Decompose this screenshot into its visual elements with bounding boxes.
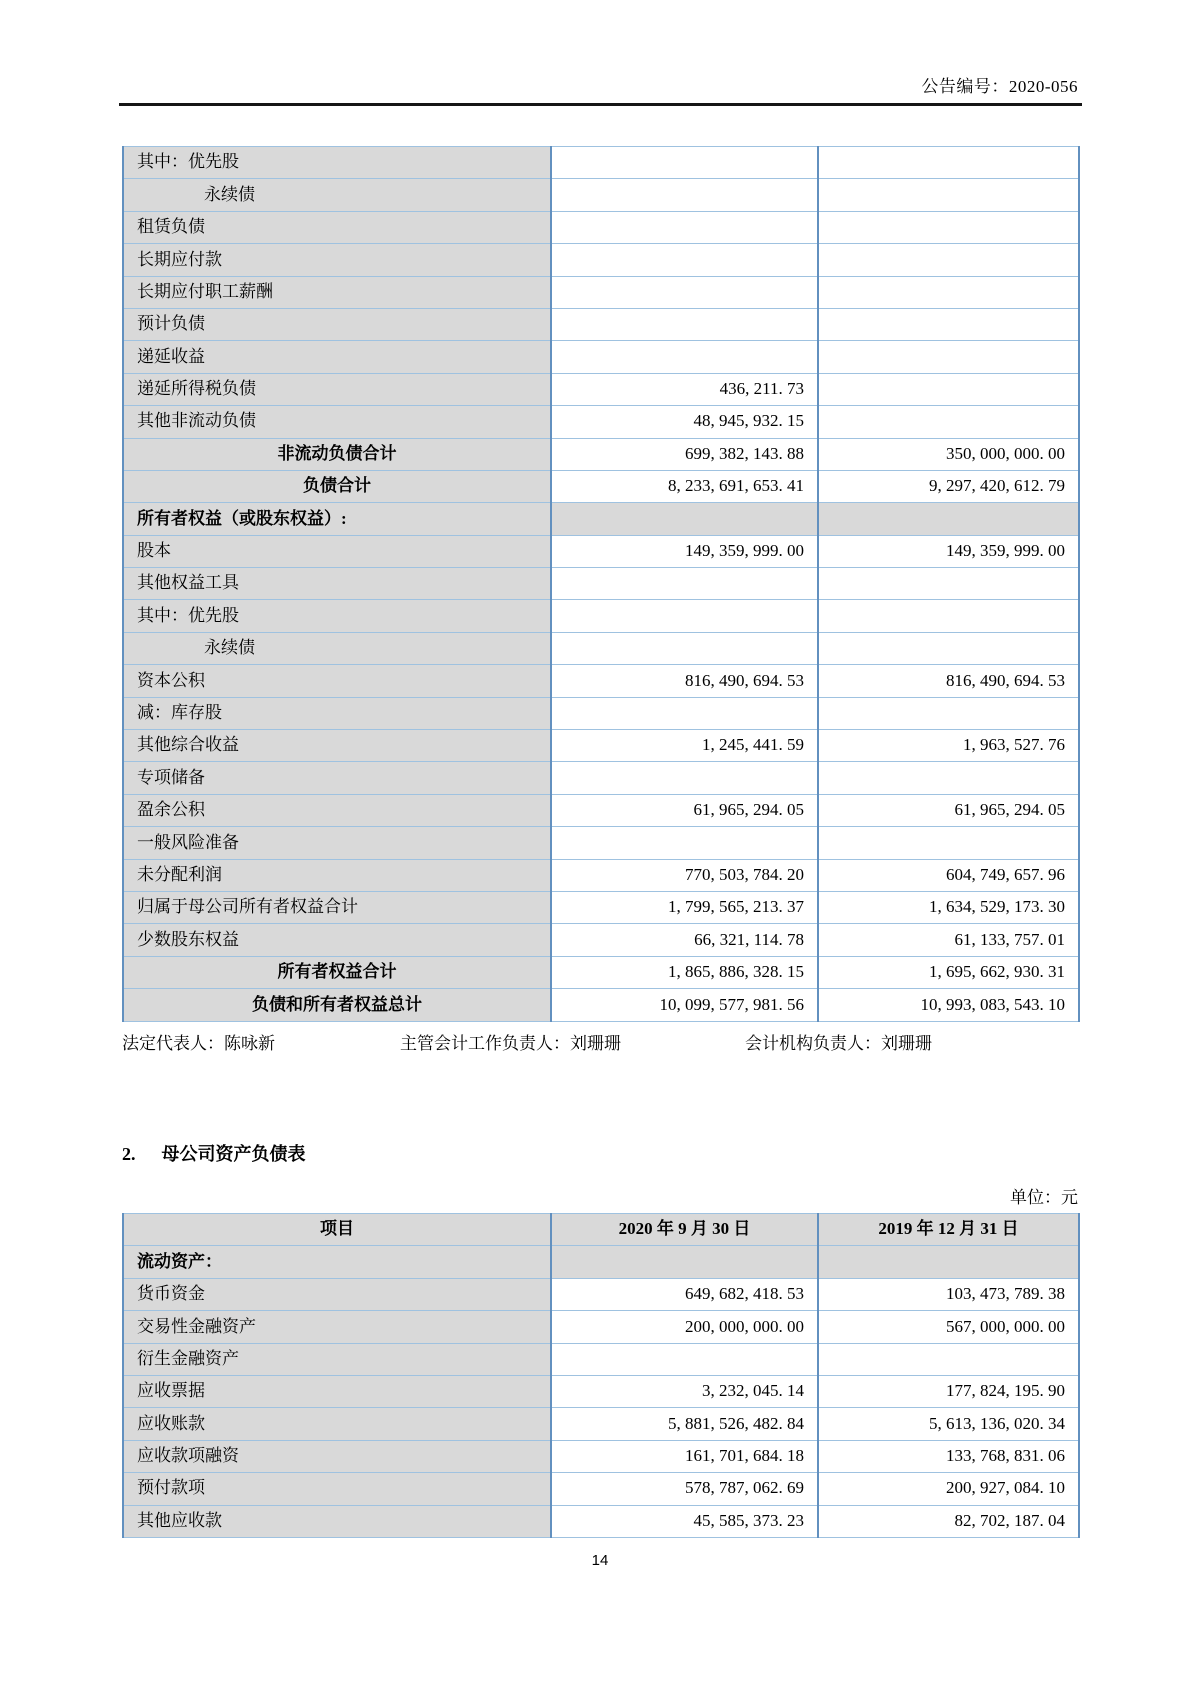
table-row [123, 179, 1079, 211]
item-label-cell: 少数股东权益 [123, 924, 551, 956]
item-label-cell: 预计负债 [123, 308, 551, 340]
value-2019-cell: 5, 613, 136, 020. 34 [818, 1408, 1079, 1440]
table-row [123, 406, 1079, 438]
value-2020-cell [551, 244, 818, 276]
value-2020-cell [551, 147, 818, 179]
page-number: 14 [591, 1552, 609, 1569]
value-2020-cell [551, 308, 818, 340]
table-row [123, 1246, 1079, 1278]
value-2020-cell [551, 1343, 818, 1375]
value-2019-cell [818, 827, 1079, 859]
value-2019-cell [818, 373, 1079, 405]
item-label-cell: 衍生金融资产 [123, 1343, 551, 1375]
item-label-cell: 所有者权益（或股东权益）: [123, 503, 551, 535]
value-2019-cell [818, 1343, 1079, 1375]
value-2020-cell: 1, 245, 441. 59 [551, 730, 818, 762]
value-2019-cell [818, 503, 1079, 535]
table-row [123, 1278, 1079, 1310]
value-2020-cell: 1, 799, 565, 213. 37 [551, 891, 818, 923]
table-row [123, 1375, 1079, 1407]
value-2020-cell: 149, 359, 999. 00 [551, 535, 818, 567]
item-header-cell: 项目 [123, 1214, 551, 1246]
value-2020-cell: 10, 099, 577, 981. 56 [551, 989, 818, 1021]
value-2020-cell [551, 697, 818, 729]
table-row [123, 924, 1079, 956]
section-heading [122, 1140, 306, 1166]
table-row [123, 730, 1079, 762]
item-label-cell: 货币资金 [123, 1278, 551, 1310]
table-row [123, 1473, 1079, 1505]
value-2020-cell: 66, 321, 114. 78 [551, 924, 818, 956]
value-2020-cell [551, 503, 818, 535]
table-row [123, 600, 1079, 632]
item-label-cell: 未分配利润 [123, 859, 551, 891]
value-2020-cell [551, 179, 818, 211]
value-2019-cell: 103, 473, 789. 38 [818, 1278, 1079, 1310]
table-header-row [123, 1214, 1079, 1246]
item-label-cell: 其他权益工具 [123, 568, 551, 600]
table-row [123, 373, 1079, 405]
value-2020-cell [551, 1246, 818, 1278]
accounting-department-head: 会计机构负责人：刘珊珊 [745, 1034, 932, 1053]
value-2020-cell: 578, 787, 062. 69 [551, 1473, 818, 1505]
value-2019-cell [818, 276, 1079, 308]
item-label-cell: 减：库存股 [123, 697, 551, 729]
date-2019-header-cell: 2019 年 12 月 31 日 [818, 1214, 1079, 1246]
table-row [123, 1505, 1079, 1537]
item-label-cell: 递延收益 [123, 341, 551, 373]
value-2019-cell: 604, 749, 657. 96 [818, 859, 1079, 891]
table-row [123, 211, 1079, 243]
value-2020-cell: 200, 000, 000. 00 [551, 1311, 818, 1343]
value-2020-cell: 5, 881, 526, 482. 84 [551, 1408, 818, 1440]
value-2019-cell: 10, 993, 083, 543. 10 [818, 989, 1079, 1021]
item-label-cell: 递延所得税负债 [123, 373, 551, 405]
table-row [123, 794, 1079, 826]
table-row [123, 632, 1079, 664]
date-2020-header-cell: 2020 年 9 月 30 日 [551, 1214, 818, 1246]
value-2020-cell [551, 276, 818, 308]
table-row [123, 1408, 1079, 1440]
item-label-cell: 专项储备 [123, 762, 551, 794]
value-2020-cell [551, 568, 818, 600]
item-label-cell: 其中：优先股 [123, 147, 551, 179]
value-2020-cell: 8, 233, 691, 653. 41 [551, 470, 818, 502]
value-2020-cell: 1, 865, 886, 328. 15 [551, 956, 818, 988]
item-label-cell: 负债和所有者权益总计 [123, 989, 551, 1021]
table-row [123, 147, 1079, 179]
value-2019-cell: 82, 702, 187. 04 [818, 1505, 1079, 1537]
value-2020-cell [551, 827, 818, 859]
value-2020-cell [551, 341, 818, 373]
value-2019-cell: 149, 359, 999. 00 [818, 535, 1079, 567]
value-2019-cell [818, 147, 1079, 179]
value-2019-cell: 350, 000, 000. 00 [818, 438, 1079, 470]
item-label-cell: 其他非流动负债 [123, 406, 551, 438]
table-row [123, 827, 1079, 859]
value-2019-cell: 200, 927, 084. 10 [818, 1473, 1079, 1505]
value-2019-cell: 1, 634, 529, 173. 30 [818, 891, 1079, 923]
item-label-cell: 盈余公积 [123, 794, 551, 826]
table-row [123, 276, 1079, 308]
table-row [123, 438, 1079, 470]
value-2019-cell [818, 1246, 1079, 1278]
table-row [123, 535, 1079, 567]
table-row [123, 956, 1079, 988]
value-2020-cell: 436, 211. 73 [551, 373, 818, 405]
item-label-cell: 一般风险准备 [123, 827, 551, 859]
table2-body [123, 1214, 1079, 1538]
section-title: 母公司资产负债表 [161, 1144, 306, 1164]
unit-note: 单位：元 [1010, 1188, 1078, 1207]
table-row [123, 989, 1079, 1021]
value-2020-cell: 3, 232, 045. 14 [551, 1375, 818, 1407]
item-label-cell: 其他应收款 [123, 1505, 551, 1537]
value-2020-cell: 816, 490, 694. 53 [551, 665, 818, 697]
item-label-cell: 非流动负债合计 [123, 438, 551, 470]
table-row [123, 503, 1079, 535]
value-2019-cell [818, 308, 1079, 340]
item-label-cell: 预付款项 [123, 1473, 551, 1505]
table-row [123, 568, 1079, 600]
value-2019-cell [818, 632, 1079, 664]
table-row [123, 762, 1079, 794]
legal-representative: 法定代表人：陈咏新 [122, 1034, 275, 1053]
value-2020-cell [551, 762, 818, 794]
item-label-cell: 租赁负债 [123, 211, 551, 243]
table-row [123, 1343, 1079, 1375]
item-label-cell: 所有者权益合计 [123, 956, 551, 988]
item-label-cell: 资本公积 [123, 665, 551, 697]
value-2019-cell [818, 568, 1079, 600]
value-2019-cell: 61, 965, 294. 05 [818, 794, 1079, 826]
value-2019-cell: 133, 768, 831. 06 [818, 1440, 1079, 1472]
value-2019-cell [818, 697, 1079, 729]
item-label-cell: 归属于母公司所有者权益合计 [123, 891, 551, 923]
item-label-cell: 永续债 [123, 632, 551, 664]
table-row [123, 859, 1079, 891]
value-2019-cell: 61, 133, 757. 01 [818, 924, 1079, 956]
item-label-cell: 股本 [123, 535, 551, 567]
value-2020-cell: 699, 382, 143. 88 [551, 438, 818, 470]
value-2019-cell [818, 244, 1079, 276]
announcement-number: 公告编号：2020-056 [921, 77, 1078, 96]
value-2020-cell: 770, 503, 784. 20 [551, 859, 818, 891]
value-2019-cell: 177, 824, 195. 90 [818, 1375, 1079, 1407]
table-row [123, 341, 1079, 373]
table-row [123, 308, 1079, 340]
item-label-cell: 应收账款 [123, 1408, 551, 1440]
header-rule [119, 103, 1082, 106]
table-row [123, 244, 1079, 276]
value-2020-cell: 48, 945, 932. 15 [551, 406, 818, 438]
section-number: 2. [122, 1144, 136, 1164]
item-label-cell: 流动资产： [123, 1246, 551, 1278]
item-label-cell: 永续债 [123, 179, 551, 211]
value-2019-cell [818, 600, 1079, 632]
item-label-cell: 长期应付职工薪酬 [123, 276, 551, 308]
table-row [123, 1440, 1079, 1472]
value-2019-cell [818, 406, 1079, 438]
value-2019-cell: 567, 000, 000. 00 [818, 1311, 1079, 1343]
value-2019-cell [818, 762, 1079, 794]
value-2019-cell [818, 341, 1079, 373]
table-row [123, 891, 1079, 923]
value-2019-cell: 1, 695, 662, 930. 31 [818, 956, 1079, 988]
value-2020-cell: 161, 701, 684. 18 [551, 1440, 818, 1472]
value-2019-cell: 9, 297, 420, 612. 79 [818, 470, 1079, 502]
value-2019-cell [818, 211, 1079, 243]
value-2019-cell [818, 179, 1079, 211]
value-2020-cell [551, 600, 818, 632]
table-row [123, 470, 1079, 502]
value-2020-cell: 649, 682, 418. 53 [551, 1278, 818, 1310]
value-2019-cell: 816, 490, 694. 53 [818, 665, 1079, 697]
item-label-cell: 其他综合收益 [123, 730, 551, 762]
value-2020-cell: 61, 965, 294. 05 [551, 794, 818, 826]
value-2020-cell [551, 211, 818, 243]
chief-accountant: 主管会计工作负责人：刘珊珊 [400, 1034, 621, 1053]
table-row [123, 697, 1079, 729]
item-label-cell: 其中：优先股 [123, 600, 551, 632]
consolidated-balance-sheet-table [122, 146, 1080, 1022]
value-2020-cell: 45, 585, 373. 23 [551, 1505, 818, 1537]
signatories-line [122, 1029, 1078, 1051]
item-label-cell: 长期应付款 [123, 244, 551, 276]
table-row [123, 1311, 1079, 1343]
item-label-cell: 应收票据 [123, 1375, 551, 1407]
table1-body [123, 147, 1079, 1022]
parent-company-balance-sheet-table [122, 1213, 1080, 1538]
item-label-cell: 应收款项融资 [123, 1440, 551, 1472]
table-row [123, 665, 1079, 697]
value-2019-cell: 1, 963, 527. 76 [818, 730, 1079, 762]
item-label-cell: 负债合计 [123, 470, 551, 502]
item-label-cell: 交易性金融资产 [123, 1311, 551, 1343]
value-2020-cell [551, 632, 818, 664]
